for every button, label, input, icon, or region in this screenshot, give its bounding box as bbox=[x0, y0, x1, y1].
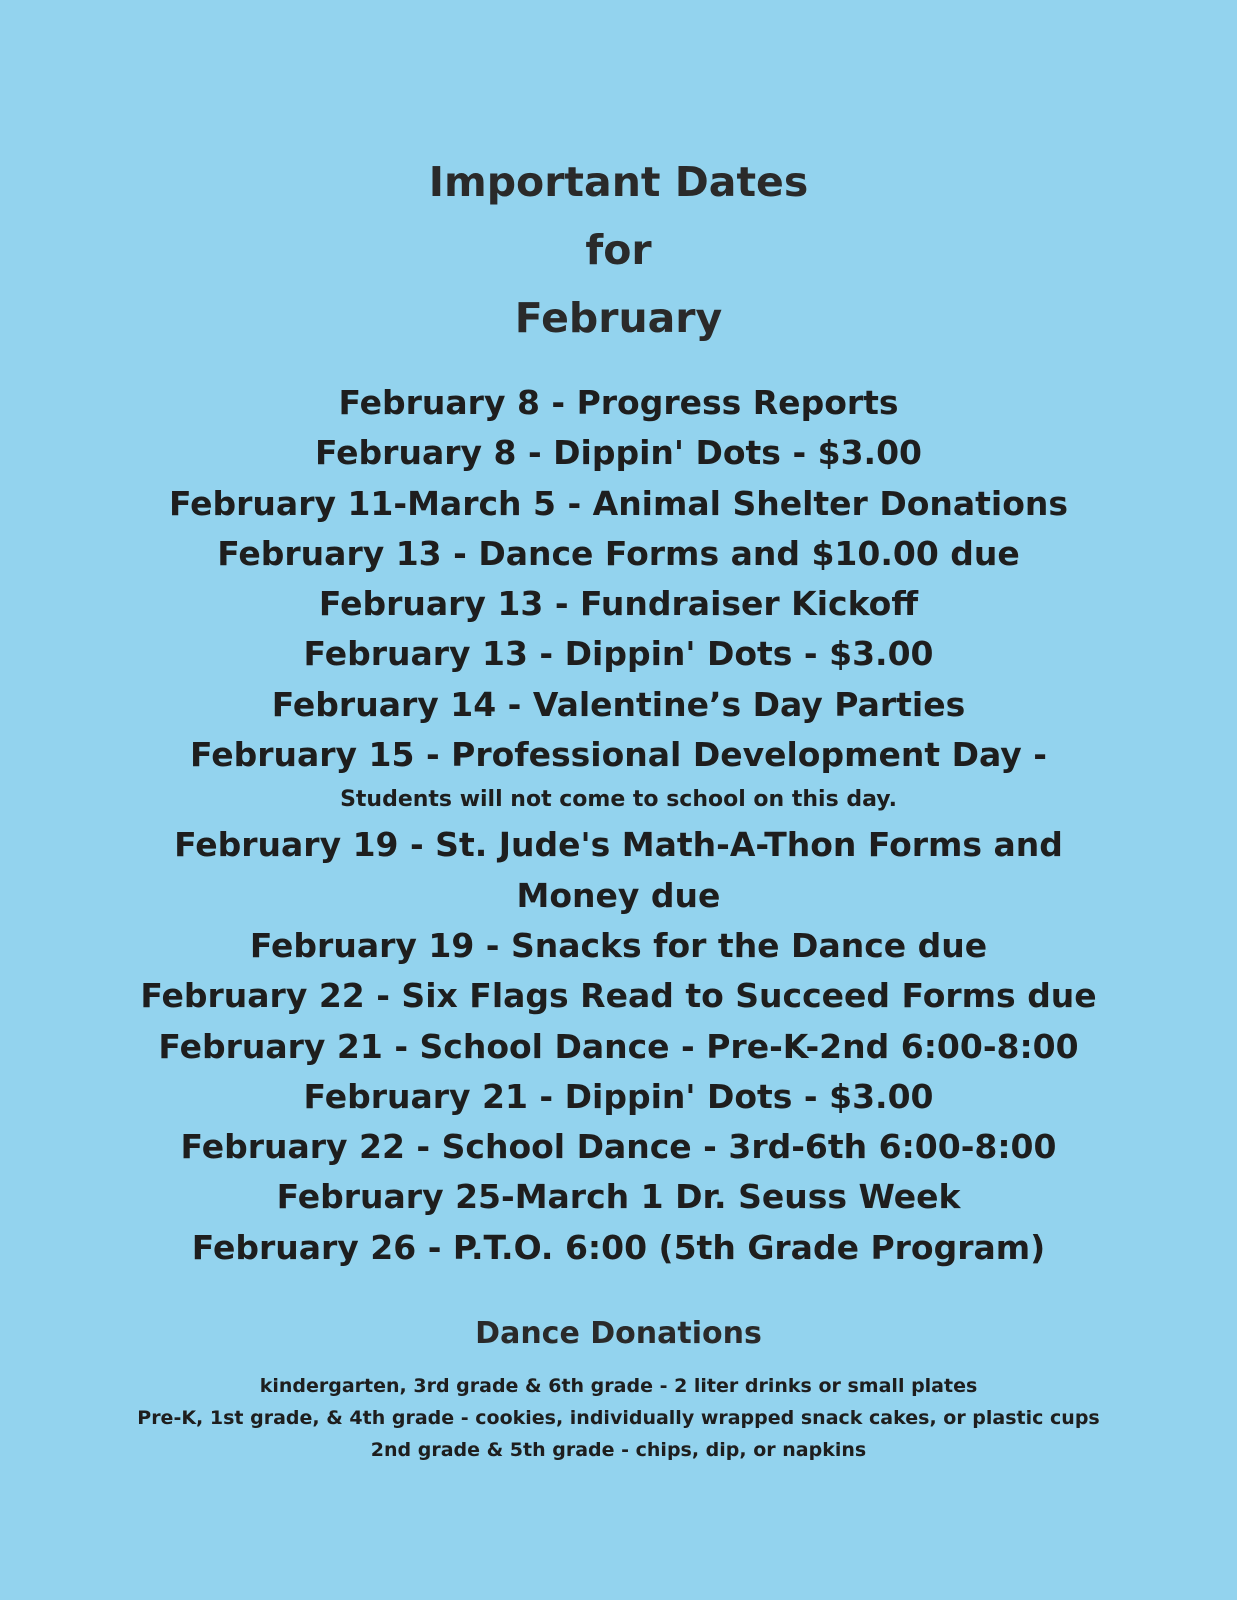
event-item: February 13 - Fundraiser Kickoff bbox=[318, 584, 919, 624]
event-item: February 11-March 5 - Animal Shelter Donations bbox=[168, 483, 1069, 523]
donation-line: Pre-K, 1st grade, & 4th grade - cookies, individually wrapped snack cakes, or plastic cups bbox=[137, 1407, 1100, 1429]
donation-line: 2nd grade & 5th grade - chips, dip, or napkins bbox=[370, 1439, 867, 1461]
event-item: February 21 - School Dance - Pre-K-2nd 6:00-8:00 bbox=[158, 1026, 1079, 1066]
donations-list bbox=[0, 1370, 1237, 1466]
event-item: February 13 - Dance Forms and $10.00 due bbox=[217, 533, 1020, 573]
event-item: February 15 - Professional Development Day - bbox=[190, 735, 1047, 775]
event-item: February 22 - School Dance - 3rd-6th 6:00-8:00 bbox=[180, 1127, 1057, 1167]
page-title bbox=[0, 148, 1237, 352]
donation-line: kindergarten, 3rd grade & 6th grade - 2 liter drinks or small plates bbox=[259, 1375, 978, 1397]
donations-heading: Dance Donations bbox=[475, 1316, 762, 1351]
event-note: Students will not come to school on this day. bbox=[340, 787, 897, 813]
event-item: February 22 - Six Flags Read to Succeed Forms due bbox=[140, 976, 1097, 1016]
event-item: February 8 - Progress Reports bbox=[338, 383, 899, 422]
event-item: February 21 - Dippin' Dots - $3.00 bbox=[303, 1076, 934, 1116]
event-item: February 25-March 1 Dr. Seuss Week bbox=[276, 1177, 961, 1217]
title-line-2: for bbox=[585, 226, 652, 274]
event-item: February 26 - P.T.O. 6:00 (5th Grade Program) bbox=[191, 1227, 1046, 1267]
event-item: February 19 - St. Jude's Math-A-Thon Forms and bbox=[174, 825, 1063, 865]
events-list bbox=[0, 378, 1237, 1273]
title-line-3: February bbox=[514, 294, 723, 342]
title-line-1: Important Dates bbox=[428, 158, 809, 206]
event-item: February 8 - Dippin' Dots - $3.00 bbox=[314, 433, 923, 473]
event-item: February 19 - Snacks for the Dance due bbox=[249, 925, 988, 965]
event-item: February 13 - Dippin' Dots - $3.00 bbox=[303, 634, 934, 674]
event-item: February 14 - Valentine’s Day Parties bbox=[271, 684, 966, 724]
event-item-continuation: Money due bbox=[516, 875, 721, 915]
